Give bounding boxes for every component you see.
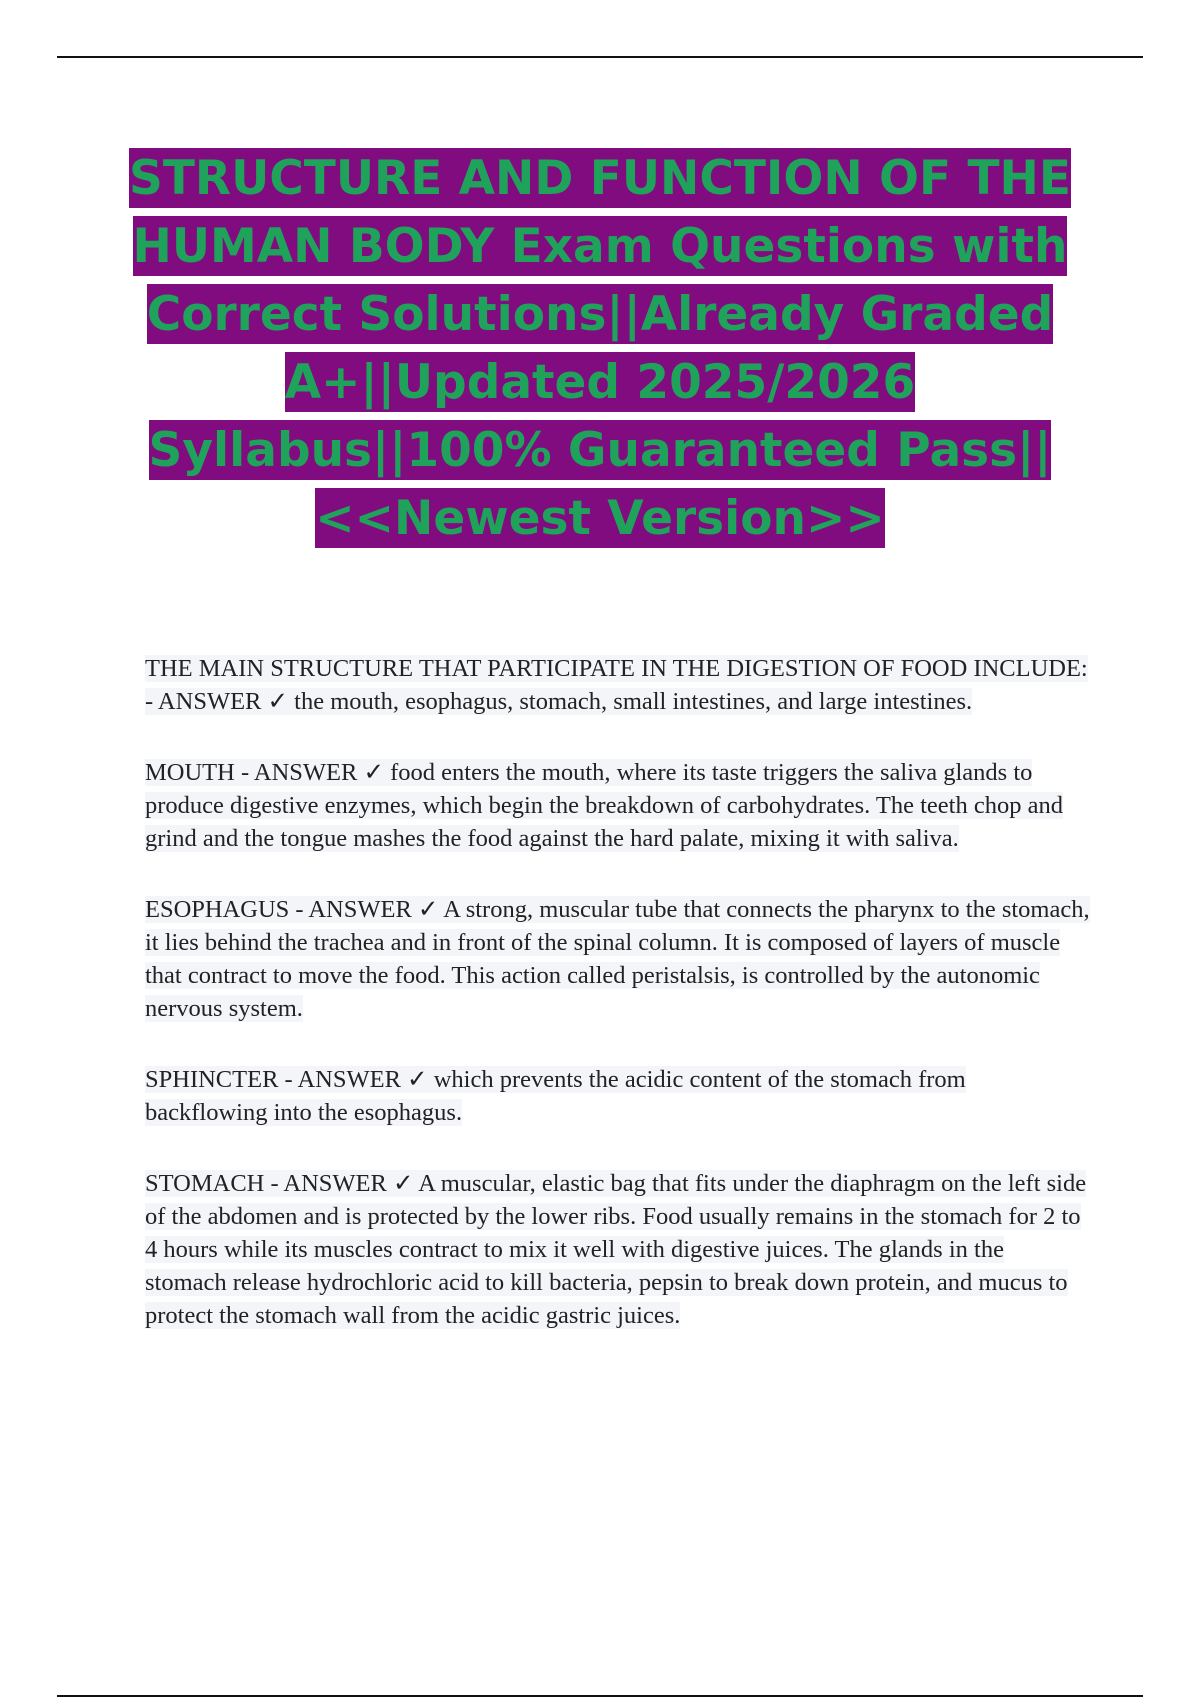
qa-item-stomach	[145, 1167, 1090, 1332]
top-rule	[57, 56, 1143, 58]
bottom-rule	[57, 1695, 1143, 1697]
qa-text: SPHINCTER - ANSWER ✓ which prevents the acidic content of the stomach from backflowing into the esophagus.	[145, 1066, 966, 1126]
qa-item-digestion	[145, 652, 1090, 718]
qa-item-sphincter	[145, 1063, 1090, 1129]
qa-text: MOUTH - ANSWER ✓ food enters the mouth, where its taste triggers the saliva glands to produce digestive enzymes, which begin the breakdown of carbohydrates. The teeth chop and grind and the tongue mashes the food against the hard palate, mixing it with saliva.	[145, 759, 1063, 852]
qa-text: STOMACH - ANSWER ✓ A muscular, elastic bag that fits under the diaphragm on the left side of the abdomen and is protected by the lower ribs. Food usually remains in the stomach for 2 to 4 hours while its muscles contract to mix it well with digestive juices. The glands in the stomach release hydrochloric acid to kill bacteria, pepsin to break down protein, and mucus to protect the stomach wall from the acidic gastric juices.	[145, 1170, 1087, 1329]
qa-item-esophagus	[145, 893, 1090, 1025]
title-block	[100, 145, 1100, 553]
qa-text: ESOPHAGUS - ANSWER ✓ A strong, muscular tube that connects the pharynx to the stomach, it lies behind the trachea and in front of the spinal column. It is composed of layers of muscle that contract to move the food. This action called peristalsis, is controlled by the autonomic nervous system.	[145, 896, 1090, 1022]
qa-list	[145, 652, 1090, 1370]
qa-text: THE MAIN STRUCTURE THAT PARTICIPATE IN THE DIGESTION OF FOOD INCLUDE: - ANSWER ✓ the mouth, esophagus, stomach, small intestines, and large intestines.	[145, 655, 1088, 715]
qa-item-mouth	[145, 756, 1090, 855]
document-title: STRUCTURE AND FUNCTION OF THE HUMAN BODY Exam Questions with Correct Solutions||Already Graded A+||Updated 2025/2026 Syllabus||100% Guaranteed Pass||<<Newest Version>>	[129, 148, 1071, 548]
